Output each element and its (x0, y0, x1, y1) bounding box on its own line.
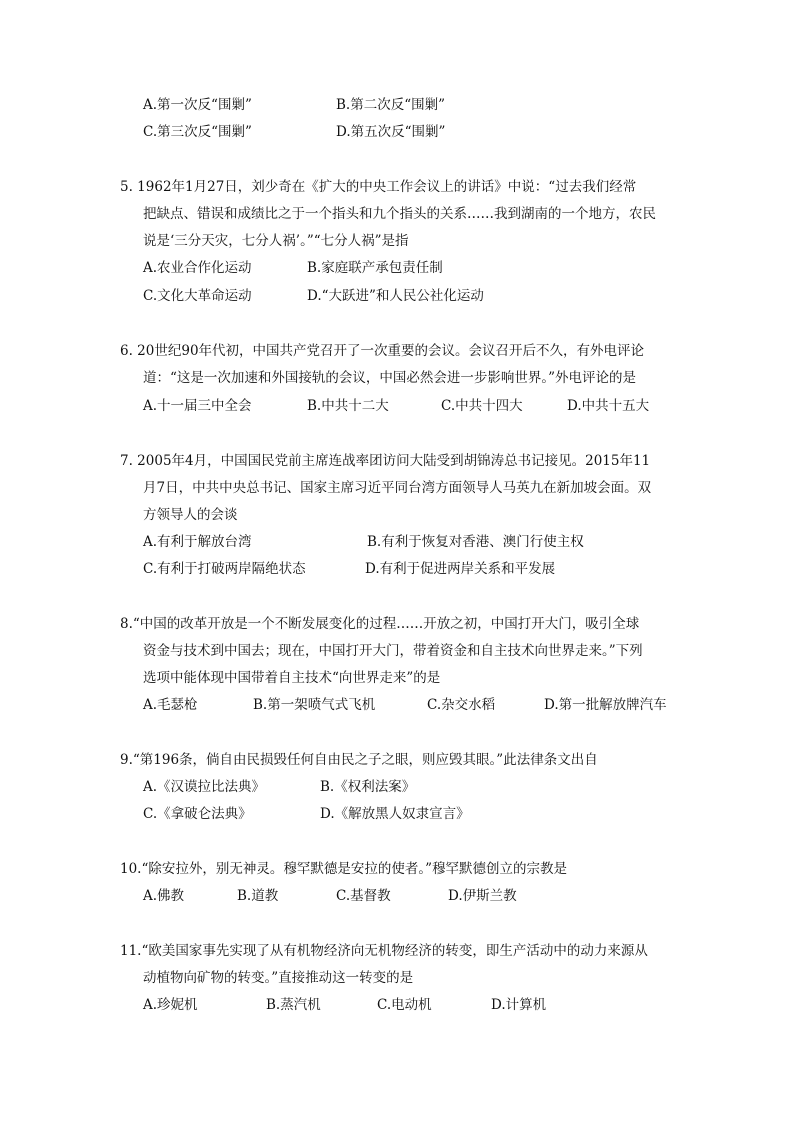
option-b: B.有利于恢复对香港、澳门行使主权 (367, 534, 584, 550)
question-text-line: 10.“除安拉外，别无神灵。穆罕默德是安拉的使者。”穆罕默德创立的宗教是 (120, 861, 568, 877)
option-c: C.《拿破仑法典》 (143, 806, 252, 822)
option-b: B.家庭联产承包责任制 (307, 260, 443, 276)
question-text-line: 6. 20世纪90年代初，中国共产党召开了一次重要的会议。会议召开后不久，有外电评论 (120, 343, 645, 359)
option-a: A.第一次反“围剿” (143, 97, 252, 113)
option-c: C.有利于打破两岸隔绝状态 (143, 561, 306, 577)
option-c: C.中共十四大 (441, 398, 523, 414)
question-text-line: 8.“中国的改革开放是一个不断发展变化的过程……开放之初，中国打开大门，吸引全球 (120, 616, 640, 632)
option-c: C.杂交水稻 (427, 697, 496, 713)
option-a: A.《汉谟拉比法典》 (143, 779, 266, 795)
option-d: D.《解放黑人奴隶宣言》 (320, 806, 470, 822)
option-d: D.计算机 (491, 997, 547, 1013)
question-text-line: 5. 1962年1月27日，刘少奇在《扩大的中央工作会议上的讲话》中说：“过去我们经常 (120, 179, 637, 195)
question-text-line: 动植物向矿物的转变。”直接推动这一转变的是 (143, 970, 414, 986)
option-c: C.文化大革命运动 (143, 288, 252, 304)
option-b: B.道教 (237, 888, 279, 904)
question-text-line: 方领导人的会谈 (143, 507, 238, 523)
option-c: C.电动机 (377, 997, 432, 1013)
option-a: A.毛瑟枪 (143, 697, 198, 713)
question-text-line: 选项中能体现中国带着自主技术“向世界走来”的是 (143, 670, 441, 686)
question-text-line: 7. 2005年4月，中国国民党前主席连战率团访问大陆受到胡锦涛总书记接见。2015年11 (120, 453, 651, 469)
question-text-line: 9.“第196条，倘自由民损毁任何自由民之子之眼，则应毁其眼。”此法律条文出自 (120, 752, 598, 768)
option-d: D.第一批解放牌汽车 (544, 697, 667, 713)
option-b: B.中共十二大 (307, 398, 389, 414)
question-text-line: 11.“欧美国家事先实现了从有机物经济向无机物经济的转变，即生产活动中的动力来源从 (120, 943, 648, 959)
question-text-line: 月7日，中共中央总书记、国家主席习近平同台湾方面领导人马英九在新加坡会面。双 (143, 480, 652, 496)
option-a: A.佛教 (143, 888, 185, 904)
option-c: C.第三次反“围剿” (143, 124, 252, 140)
question-text-line: 说是‘三分天灾，七分人祸’。”“七分人祸”是指 (143, 233, 409, 249)
option-b: B.第二次反“围剿” (336, 97, 446, 113)
option-d: D.伊斯兰教 (448, 888, 517, 904)
option-d: D.第五次反“围剿” (336, 124, 446, 140)
option-b: B.蒸汽机 (266, 997, 321, 1013)
question-text-line: 把缺点、错误和成绩比之于一个指头和九个指头的关系……我到湖南的一个地方，农民 (143, 206, 656, 222)
question-text-line: 道：“这是一次加速和外国接轨的会议，中国必然会进一步影响世界。”外电评论的是 (143, 370, 637, 386)
option-d: D.“大跃进”和人民公社化运动 (307, 288, 484, 304)
option-a: A.农业合作化运动 (143, 260, 252, 276)
option-b: B.《权利法案》 (320, 779, 416, 795)
option-a: A.珍妮机 (143, 997, 198, 1013)
option-a: A.十一届三中全会 (143, 398, 252, 414)
question-text-line: 资金与技术到中国去；现在，中国打开大门，带着资金和自主技术向世界走来。”下列 (143, 643, 643, 659)
option-a: A.有利于解放台湾 (143, 534, 252, 550)
option-c: C.基督教 (336, 888, 391, 904)
option-b: B.第一架喷气式飞机 (253, 697, 376, 713)
option-d: D.有利于促进两岸关系和平发展 (365, 561, 556, 577)
option-d: D.中共十五大 (567, 398, 650, 414)
